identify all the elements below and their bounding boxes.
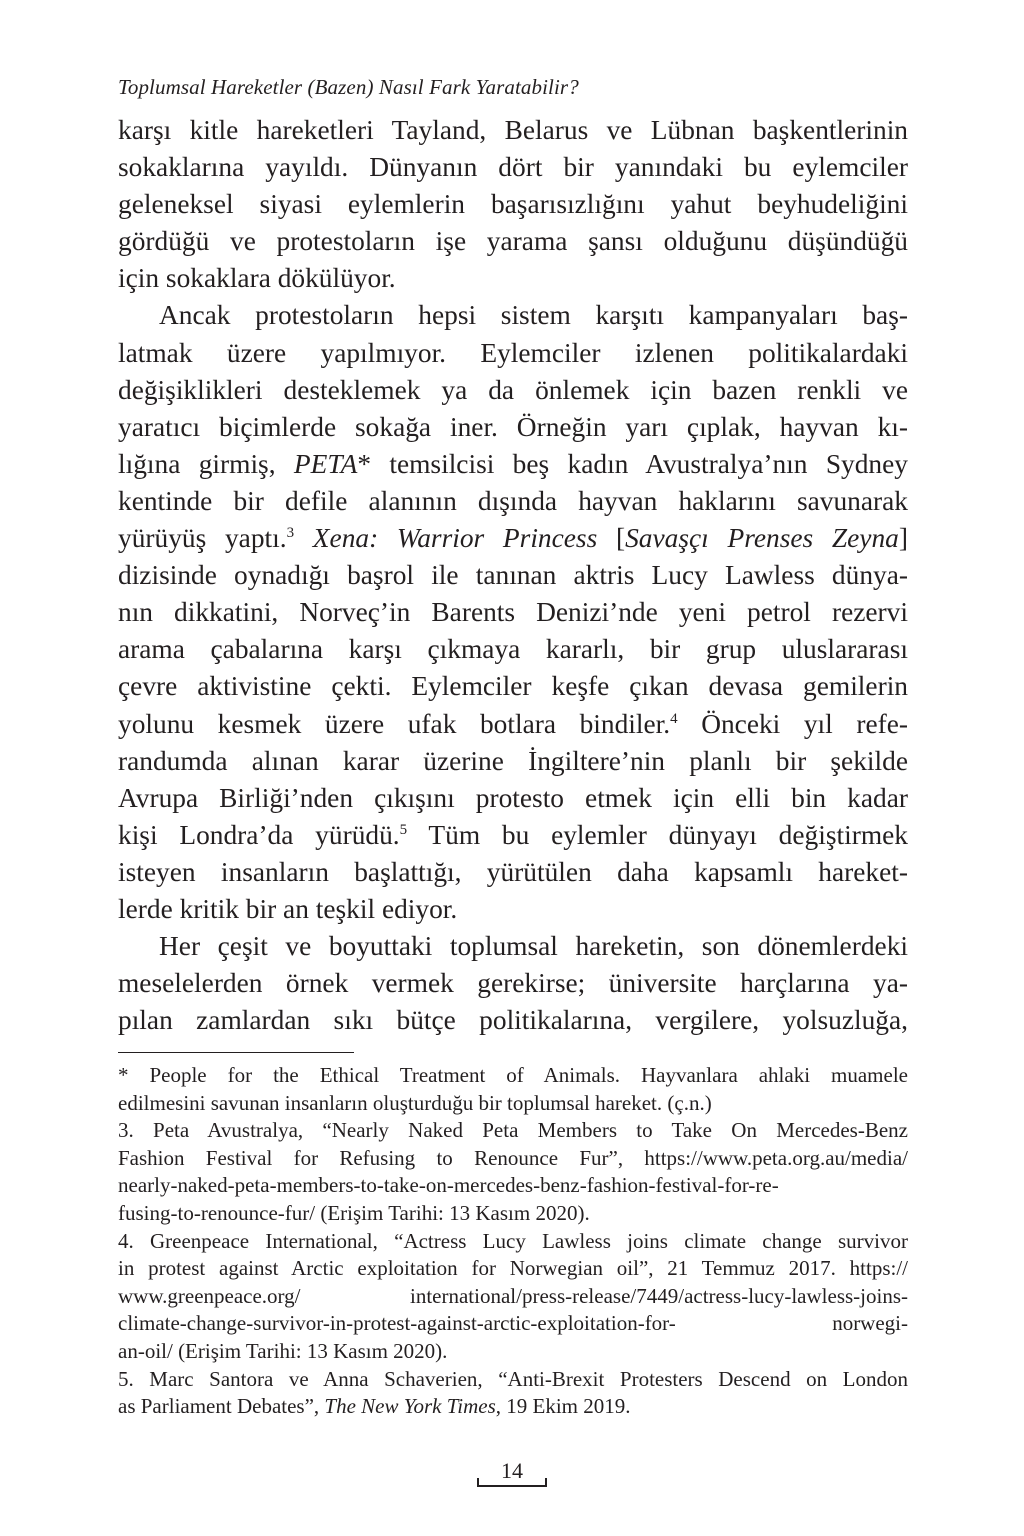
body-line: çevre aktivistine çekti. Eylemciler keşfe çıkan devasa gemilerin <box>118 671 908 702</box>
italic-run: PETA <box>293 448 358 479</box>
folio-rule <box>477 1485 547 1487</box>
footnote-line: * People for the Ethical Treatment of Animals. Hayvanlara ahlaki muamele <box>118 1063 908 1087</box>
text-run: Tüm bu eylemler dünyayı değiştirmek <box>407 819 908 850</box>
body-line: karşı kitle hareketleri Tayland, Belarus ve Lübnan başkentlerinin <box>118 115 908 145</box>
text-run: as Parliament Debates”, <box>118 1394 325 1419</box>
body-line <box>118 446 908 483</box>
text-run: , 19 Ekim 2019. <box>495 1394 631 1419</box>
footnote-line: 5. Marc Santora ve Anna Schaverien, “Anti-Brexit Protesters Descend on London <box>118 1366 908 1391</box>
body-line: Avrupa Birliği’nden çıkışını protesto etmek için elli bin kadar <box>118 782 908 813</box>
body-line: arama çabalarına karşı çıkmaya kararlı, bir grup uluslararası <box>118 634 908 665</box>
footnote-line <box>118 1393 908 1421</box>
body-line: latmak üzere yapılmıyor. Eylemciler izlenen politikalardaki <box>118 337 908 368</box>
body-line <box>118 817 908 854</box>
body-line: sokaklarına yayıldı. Dünyanın dört bir yanındaki bu eylemciler <box>118 152 908 183</box>
footnote-line: edilmesini savunan insanların oluşturduğu bir toplumsal hareket. (ç.n.) <box>118 1090 712 1115</box>
body-line <box>118 520 908 557</box>
body-line: değişiklikleri desteklemek ya da önlemek için bazen renkli ve <box>118 374 908 405</box>
text-run: lığına girmiş, <box>118 448 294 479</box>
body-line: pılan zamlardan sıkı bütçe politikalarına, vergilere, yolsuzluğa, <box>118 1005 908 1036</box>
footnote-reference: 4 <box>670 710 678 727</box>
footnote-reference: 5 <box>399 821 408 838</box>
body-text <box>118 112 908 1039</box>
running-head: Toplumsal Hareketler (Bazen) Nasıl Fark Yaratabilir? <box>118 75 579 99</box>
footnote-reference: 3 <box>286 525 295 542</box>
body-line: nın dikkatini, Norveç’in Barents Denizi’nde yeni petrol rezervi <box>118 597 908 628</box>
text-run: ] <box>898 523 908 554</box>
body-line: dizisinde oynadığı başrol ile tanınan aktris Lucy Lawless dünya- <box>118 560 908 591</box>
page-number: 14 <box>501 1458 523 1483</box>
folio <box>477 1459 547 1489</box>
body-line: gördüğü ve protestoların işe yarama şansı olduğunu düşündüğü <box>118 226 908 257</box>
footnotes <box>118 1062 908 1421</box>
text-run: yolunu kesmek üzere ufak botlara bindiler. <box>118 708 671 739</box>
footnote-line: 4. Greenpeace International, “Actress Lucy Lawless joins climate change survivor <box>118 1228 908 1253</box>
text-run: Önceki yıl refe- <box>677 708 909 739</box>
body-line: Ancak protestoların hepsi sistem karşıtı kampanyaları baş- <box>159 300 908 331</box>
body-line <box>118 706 908 743</box>
italic-run: The New York Times <box>324 1394 496 1419</box>
footnote-line: fusing-to-renounce-fur/ (Erişim Tarihi: 13 Kasım 2020). <box>118 1200 590 1225</box>
body-line: isteyen insanların başlattığı, yürütülen daha kapsamlı hareket- <box>118 856 908 887</box>
text-run: kişi Londra’da yürüdü. <box>118 819 400 850</box>
italic-run: Savaşçı Prenses Zeyna <box>625 523 899 554</box>
body-line: için sokaklara dökülüyor. <box>118 263 396 294</box>
body-line: randumda alınan karar üzerine İngiltere’nin planlı bir şekilde <box>118 745 908 776</box>
footnote-line: www.greenpeace.org/ international/press-release/7449/actress-lucy-lawless-joins- <box>118 1283 908 1308</box>
body-line: geleneksel siyasi eylemlerin başarısızlığını yahut beyhudeliğini <box>118 189 908 220</box>
text-run: yürüyüş yaptı. <box>118 523 287 554</box>
footnote-line: 3. Peta Avustralya, “Nearly Naked Peta Members to Take On Mercedes-Benz <box>118 1118 908 1143</box>
body-line: kentinde bir defile alanının dışında hayvan haklarını savunarak <box>118 485 908 516</box>
text-run: * temsilcisi beş kadın Avustralya’nın Sydney <box>357 448 908 479</box>
footnote-line: climate-change-survivor-in-protest-against-arctic-exploitation-for- norwegi- <box>118 1311 908 1336</box>
book-page <box>118 0 908 1536</box>
italic-run: Xena: Warrior Princess <box>294 523 598 554</box>
footnote-line: Fashion Festival for Refusing to Renounce Fur”, https://www.peta.org.au/media/ <box>118 1145 908 1170</box>
footnote-line: nearly-naked-peta-members-to-take-on-mercedes-benz-fashion-festival-for-re- <box>118 1173 779 1198</box>
text-run: [ <box>597 523 626 554</box>
footnote-line: an-oil/ (Erişim Tarihi: 13 Kasım 2020). <box>118 1338 448 1363</box>
body-line: lerde kritik bir an teşkil ediyor. <box>118 893 458 924</box>
body-line: Her çeşit ve boyuttaki toplumsal hareketin, son dönemlerdeki <box>159 931 908 962</box>
body-line: meselelerden örnek vermek gerekirse; üniversite harçlarına ya- <box>118 968 908 999</box>
footnote-line: in protest against Arctic exploitation for Norwegian oil”, 21 Temmuz 2017. https:// <box>118 1256 908 1281</box>
body-line: yaratıcı biçimlerde sokağa iner. Örneğin yarı çıplak, hayvan kı- <box>118 411 908 442</box>
footnote-separator <box>118 1052 354 1053</box>
